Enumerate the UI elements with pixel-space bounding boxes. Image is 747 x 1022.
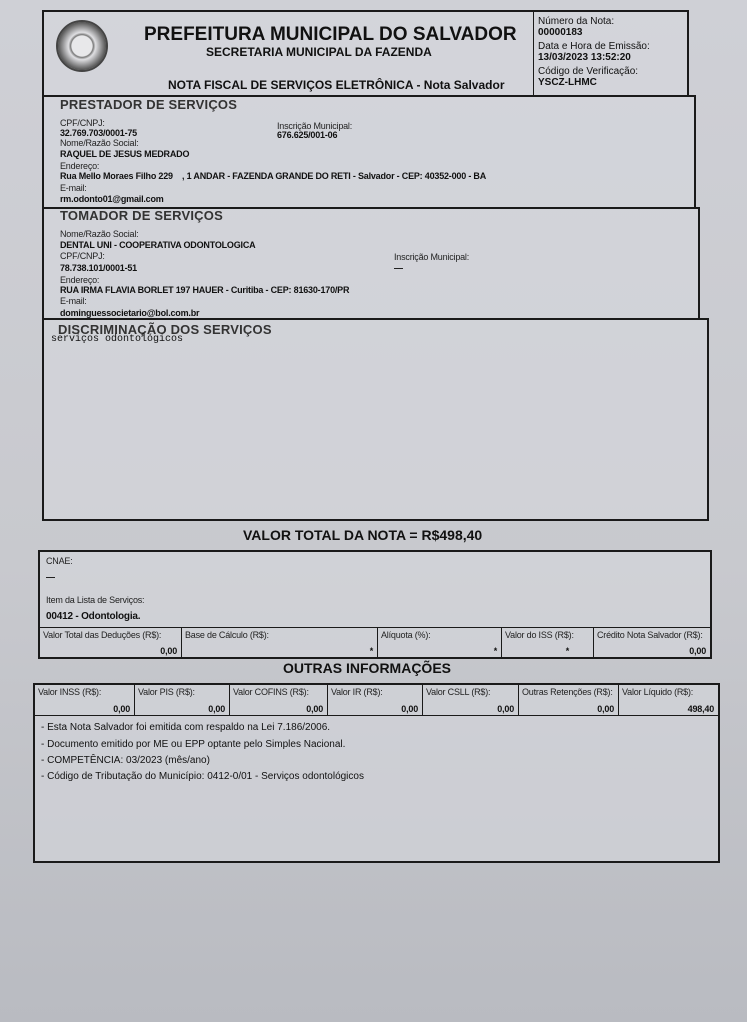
tomador-im-label: Inscrição Municipal: — [394, 252, 470, 262]
prestador-endereco: Rua Mello Moraes Filho 229 , 1 ANDAR - FAZENDA GRANDE DO RETI - Salvador - CEP: 40352-000 - BA — [60, 171, 487, 181]
outras-informacoes-title: OUTRAS INFORMAÇÕES — [283, 660, 451, 676]
prestador-nome: RAQUEL DE JESUS MEDRADO — [60, 149, 190, 159]
tomador-email: dominguessocietario@bol.com.br — [60, 308, 200, 318]
discriminacao-title: DISCRIMINAÇÃO DOS SERVIÇOS — [58, 322, 272, 337]
item-lista-label: Item da Lista de Serviços: — [46, 595, 145, 605]
ret-cell-csll — [423, 685, 519, 715]
note-line: - Documento emitido por ME ou EPP optante pelo Simples Nacional. — [41, 739, 346, 750]
tomador-nome: DENTAL UNI - COOPERATIVA ODONTOLOGICA — [60, 240, 256, 250]
ret-cell-outras — [519, 685, 619, 715]
header-info — [538, 16, 650, 88]
cnae-value: — — [46, 572, 55, 582]
numero-value: 00000183 — [538, 27, 583, 38]
tomador-im: — — [394, 263, 403, 273]
valor-total: VALOR TOTAL DA NOTA = R$498,40 — [243, 527, 483, 543]
note-line: - COMPETÊNCIA: 03/2023 (mês/ano) — [41, 755, 210, 766]
prestador-cnpj-label: CPF/CNPJ: — [60, 118, 105, 128]
item-lista-value: 00412 - Odontologia. — [46, 611, 141, 622]
ret-cell-cofins — [230, 685, 328, 715]
header-title: PREFEITURA MUNICIPAL DO SALVADOR — [144, 24, 517, 45]
tax-row — [40, 627, 710, 657]
prestador-email: rm.odonto01@gmail.com — [60, 194, 164, 204]
tax-cell-deducoes — [40, 628, 182, 657]
ret-value: 0,00 — [208, 704, 225, 714]
ret-cell-liquido — [619, 685, 718, 715]
prestador-nome-label: Nome/Razão Social: — [60, 138, 139, 148]
tomador-section — [42, 207, 700, 320]
header-box — [42, 10, 689, 97]
ret-label: Valor CSLL (R$): — [426, 687, 491, 697]
data-value: 13/03/2023 13:52:20 — [538, 52, 631, 63]
ret-cell-ir — [328, 685, 423, 715]
ret-label: Outras Retenções (R$): — [522, 687, 613, 697]
tax-cell-aliquota — [378, 628, 502, 657]
ret-label: Valor INSS (R$): — [38, 687, 102, 697]
tomador-endereco: RUA IRMA FLAVIA BORLET 197 HAUER - Curitiba - CEP: 81630-170/PR — [60, 285, 350, 295]
prestador-cnpj: 32.769.703/0001-75 — [60, 128, 137, 138]
tax-cell-base — [182, 628, 378, 657]
tax-label: Valor Total das Deduções (R$): — [43, 630, 162, 640]
ret-value: 0,00 — [597, 704, 614, 714]
ret-label: Valor COFINS (R$): — [233, 687, 309, 697]
tax-value: * — [493, 646, 497, 656]
ret-value: 0,00 — [306, 704, 323, 714]
tax-label: Base de Cálculo (R$): — [185, 630, 269, 640]
discriminacao-section — [42, 318, 709, 521]
tomador-nome-label: Nome/Razão Social: — [60, 229, 139, 239]
note-line: - Esta Nota Salvador foi emitida com respaldo na Lei 7.186/2006. — [41, 722, 331, 733]
ret-cell-pis — [135, 685, 230, 715]
note-line: - Código de Tributação do Município: 0412-0/01 - Serviços odontológicos — [41, 771, 364, 782]
document-type: NOTA FISCAL DE SERVIÇOS ELETRÔNICA - Nota Salvador — [168, 78, 505, 92]
tax-label: Crédito Nota Salvador (R$): — [597, 630, 703, 640]
ret-cell-inss — [35, 685, 135, 715]
tax-section — [38, 550, 712, 659]
codigo-label: Código de Verificação: — [538, 66, 639, 77]
city-seal-logo — [56, 20, 108, 72]
data-label: Data e Hora de Emissão: — [538, 41, 650, 52]
tax-value: 0,00 — [160, 646, 177, 656]
tomador-title: TOMADOR DE SERVIÇOS — [60, 208, 223, 223]
tax-cell-credito — [594, 628, 710, 657]
ret-label: Valor PIS (R$): — [138, 687, 195, 697]
discriminacao-text: serviços odontológicos — [51, 334, 184, 345]
outras-section — [33, 683, 720, 863]
numero-label: Número da Nota: — [538, 16, 615, 27]
tax-value: * — [565, 646, 569, 656]
prestador-title: PRESTADOR DE SERVIÇOS — [60, 97, 238, 112]
tax-label: Alíquota (%): — [381, 630, 431, 640]
tomador-endereco-label: Endereço: — [60, 275, 100, 285]
prestador-im: 676.625/001-06 — [277, 130, 338, 140]
prestador-im-label: Inscrição Municipal: — [277, 121, 353, 131]
ret-label: Valor Líquido (R$): — [622, 687, 694, 697]
ret-value: 0,00 — [401, 704, 418, 714]
tomador-cnpj: 78.738.101/0001-51 — [60, 263, 137, 273]
tax-label: Valor do ISS (R$): — [505, 630, 574, 640]
tax-value: 0,00 — [689, 646, 706, 656]
header-subtitle: SECRETARIA MUNICIPAL DA FAZENDA — [206, 45, 432, 59]
header-info-cell — [533, 12, 534, 95]
retencoes-row — [35, 685, 718, 716]
ret-value: 0,00 — [497, 704, 514, 714]
prestador-endereco-label: Endereço: — [60, 161, 100, 171]
tax-cell-iss — [502, 628, 594, 657]
prestador-section — [42, 95, 696, 209]
ret-label: Valor IR (R$): — [331, 687, 383, 697]
prestador-email-label: E-mail: — [60, 183, 87, 193]
ret-value: 0,00 — [113, 704, 130, 714]
cnae-label: CNAE: — [46, 556, 73, 566]
tax-value: * — [369, 646, 373, 656]
tomador-cnpj-label: CPF/CNPJ: — [60, 251, 105, 261]
tomador-email-label: E-mail: — [60, 296, 87, 306]
ret-value: 498,40 — [687, 704, 714, 714]
codigo-value: YSCZ-LHMC — [538, 77, 597, 88]
